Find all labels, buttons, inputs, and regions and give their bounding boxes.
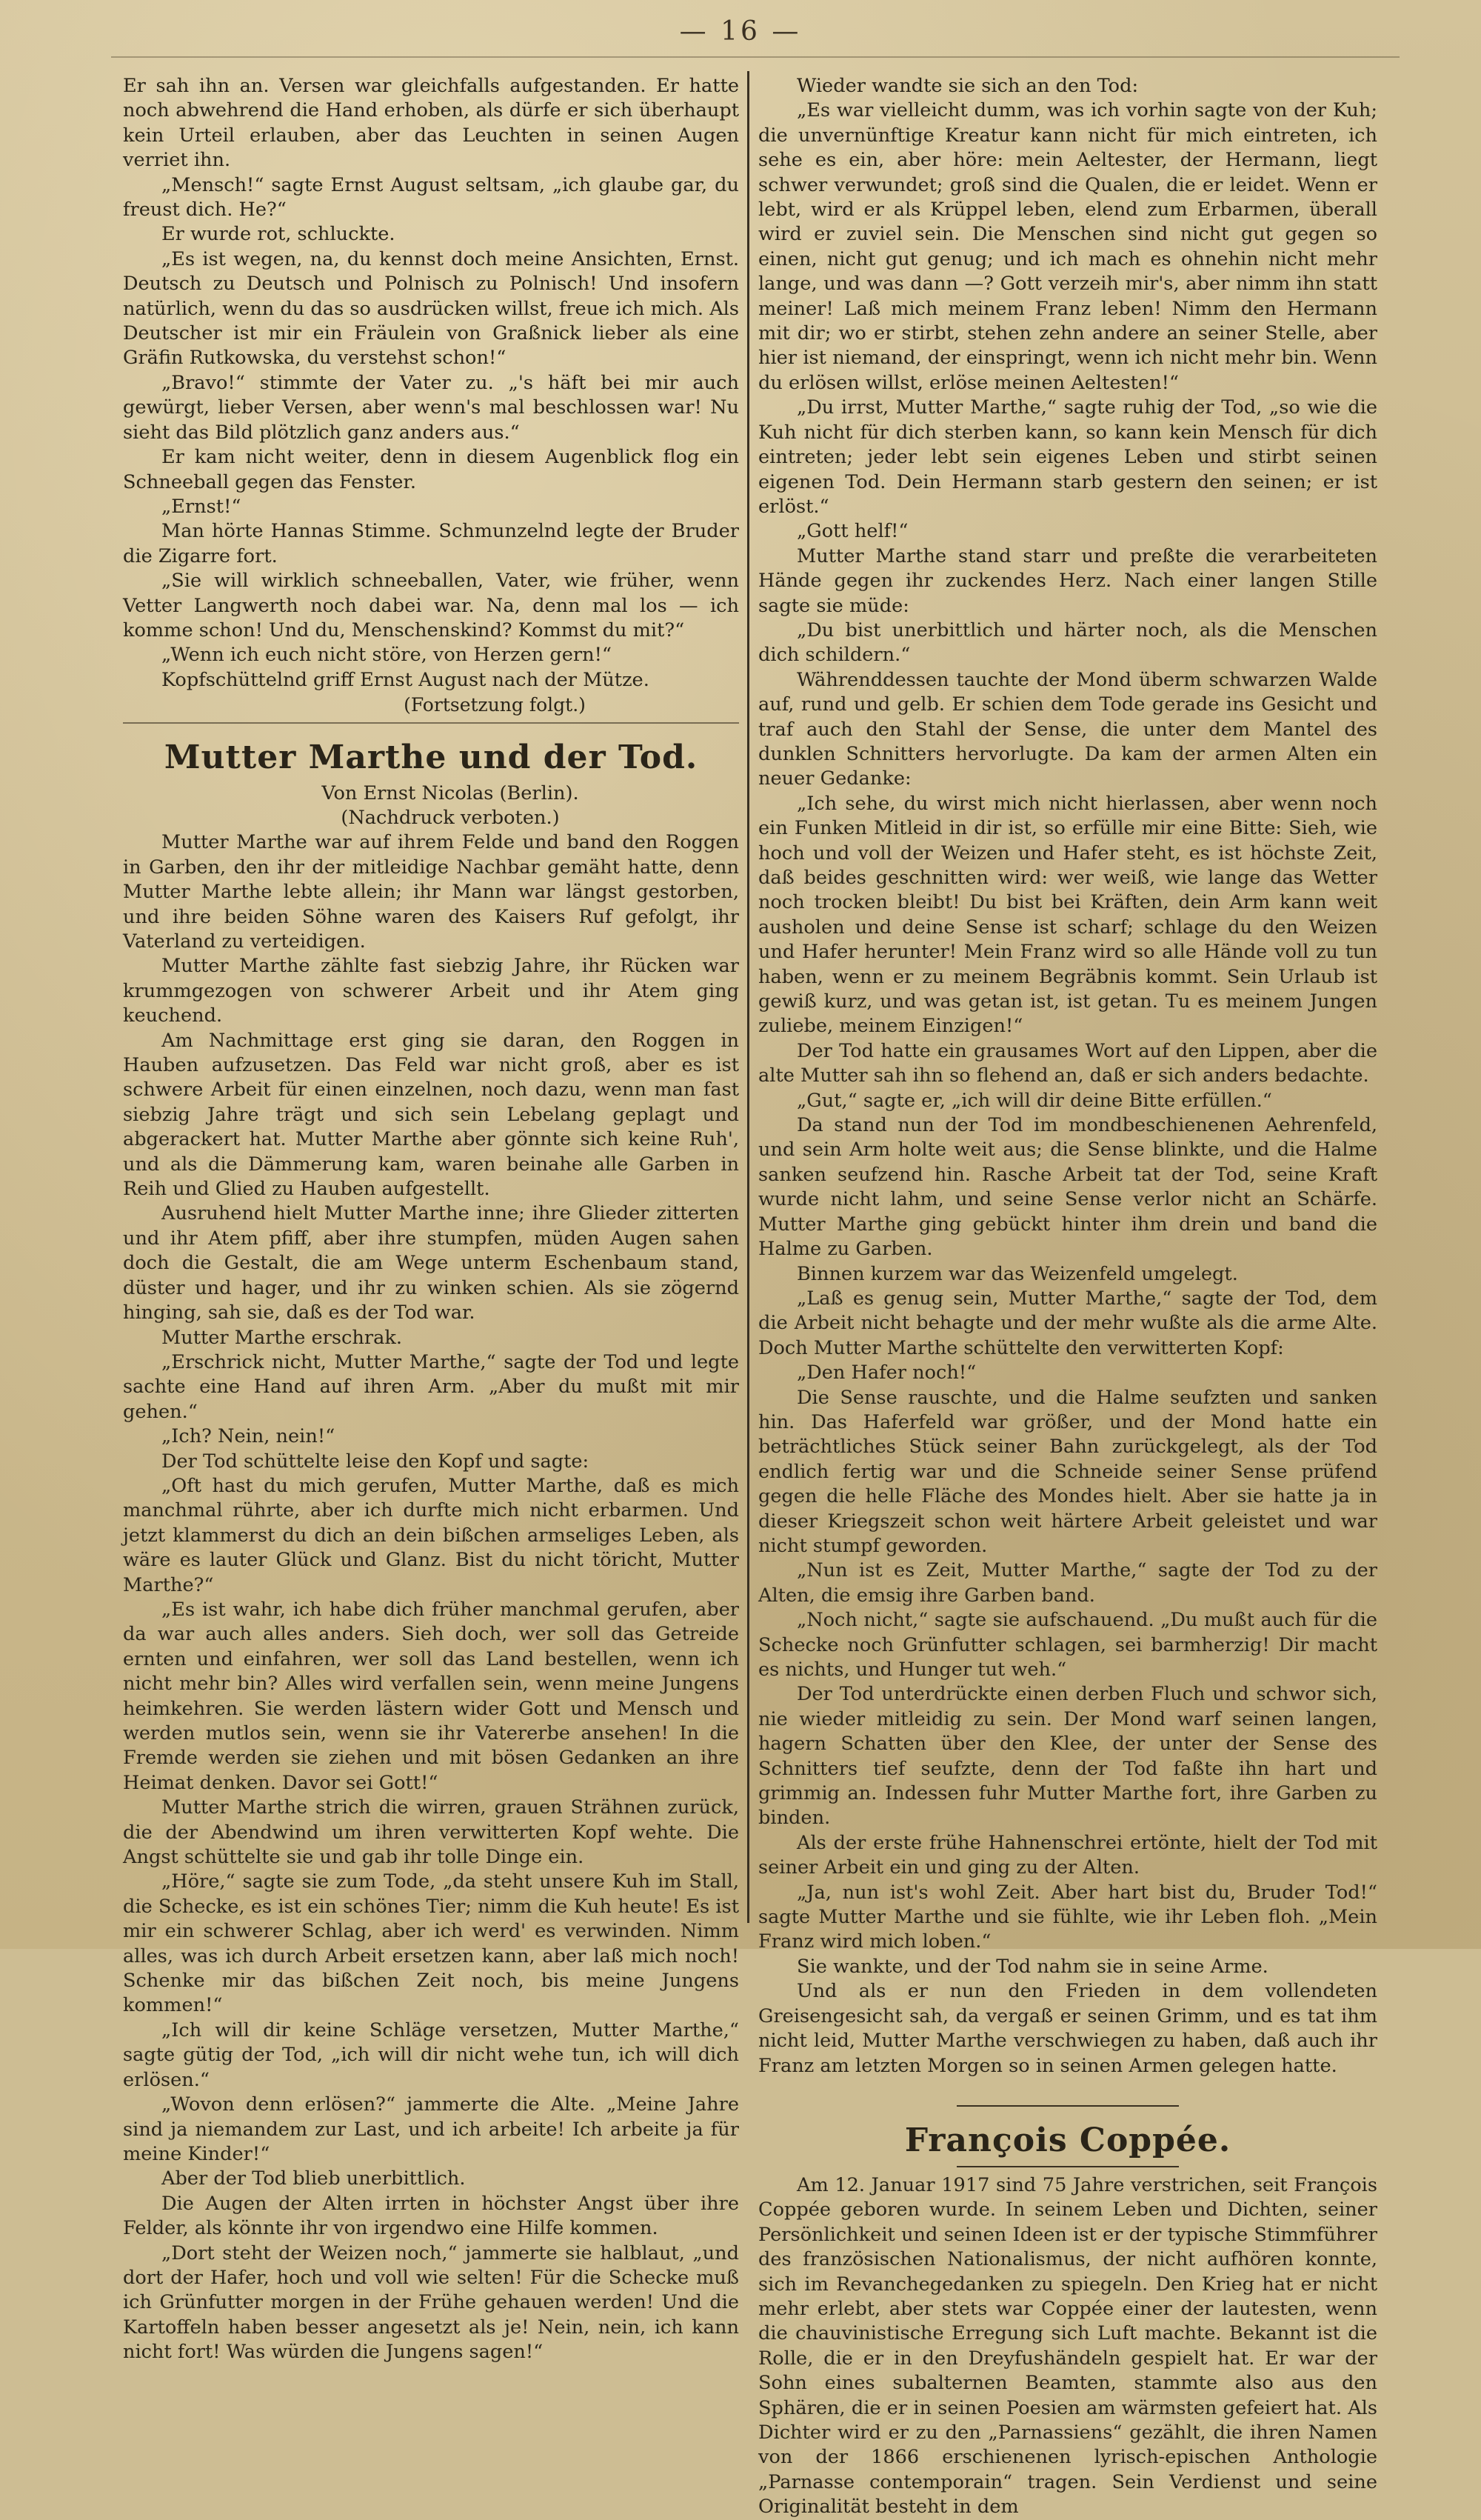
paragraph: Mutter Marthe erschrak. — [161, 1326, 402, 1349]
paragraph: „Dort steht der Weizen noch,“ jammerte sie halblaut, „und dort der Hafer, hoch und voll wie selten! Für die Schecke muß ich Grünfutter morgen in der Frühe gehauen werden! Und die Kartoffeln haben besser angesetzt als je! Nein, nein, ich kann nicht fort! Was würden die Jungens sagen!“ — [123, 2241, 739, 2364]
paragraph: „Ja, nun ist's wohl Zeit. Aber hart bist du, Bruder Tod!“ sagte Mutter Marthe und sie fühlte, wie ihr Leben floh. „Mein Franz wird mich loben.“ — [758, 1881, 1377, 1953]
paragraph: Als der erste frühe Hahnenschrei ertönte, hielt der Tod mit seiner Arbeit ein und ging zu der Alten. — [758, 1831, 1377, 1879]
paragraph: „Es ist wegen, na, du kennst doch meine Ansichten, Ernst. Deutsch zu Deutsch und Polnisch zu Polnisch! Und insofern natürlich, wenn du das so ausdrücken willst, freue ich mich. Als Deutscher ist mir ein Fräulein von Graßnick lieber als eine Gräfin Rutkowska, du verstehst schon!“ — [123, 247, 739, 370]
paragraph: Und als er nun den Frieden in dem vollendeten Greisengesicht sah, da vergaß er seinen Grimm, und es tat ihm nicht leid, Mutter Marthe verschwiegen zu haben, daß auch ihr Franz am letzten Morgen so in seinen Armen gelegen hatte. — [758, 1980, 1377, 2077]
paragraph: „Bravo!“ stimmte der Vater zu. „'s häft bei mir auch gewürgt, lieber Versen, aber wenn's mal beschlossen war! Nu sieht das Bild plötzlich ganz anders aus.“ — [123, 371, 739, 444]
paragraph: Er wurde rot, schluckte. — [161, 223, 395, 246]
paragraph: „Erschrick nicht, Mutter Marthe,“ sagte der Tod und legte sachte eine Hand auf ihren Arm. „Aber du mußt mit mir gehen.“ — [123, 1350, 739, 1423]
paragraph: „Wenn ich euch nicht störe, von Herzen gern!“ — [161, 644, 612, 667]
title-underline — [957, 2166, 1179, 2167]
paragraph: Mutter Marthe stand starr und preßte die verarbeiteten Hände gegen ihr zuckendes Herz. Nach einer langen Stille sagte sie müde: — [758, 544, 1377, 617]
serial-continuation-text — [123, 74, 739, 718]
paragraph: Am Nachmittage erst ging sie daran, den Roggen in Hauben aufzusetzen. Das Feld war nicht groß, aber es ist schwere Arbeit für einen einzelnen, noch dazu, wenn man fast siebzig Jahre trägt und sich sein Lebelang geplagt und abgerackert hat. Mutter Marthe aber gönnte sich keine Ruh', und als die Dämmerung kam, waren beinahe alle Garben in Reih und Glied zu Hauben aufgestellt. — [123, 1029, 739, 1201]
story-text — [123, 830, 739, 2364]
paragraph: „Mensch!“ sagte Ernst August seltsam, „ich glaube gar, du freust dich. He?“ — [123, 173, 739, 221]
paragraph: Der Tod hatte ein grausames Wort auf den Lippen, aber die alte Mutter sah ihn so flehend an, daß er sich anders bedachte. — [758, 1039, 1377, 1087]
paragraph: „Ich? Nein, nein!“ — [161, 1425, 335, 1448]
paragraph: „Ich will dir keine Schläge versetzen, Mutter Marthe,“ sagte gütig der Tod, „ich will dir nicht wehe tun, ich will dich erlösen.“ — [123, 2019, 739, 2091]
paragraph: „Den Hafer noch!“ — [797, 1361, 977, 1384]
story-byline: Von Ernst Nicolas (Berlin). — [321, 781, 579, 804]
story-text-continued — [758, 74, 1377, 2079]
section-separator — [123, 722, 739, 724]
paragraph: Mutter Marthe strich die wirren, grauen Strähnen zurück, die der Abendwind um ihren verwitterten Kopf wehte. Die Angst schüttelte sie und gab ihr tolle Dinge ein. — [123, 1796, 739, 1869]
paragraph: Aber der Tod blieb unerbittlich. — [161, 2167, 466, 2190]
paragraph: „Gott helf!“ — [797, 520, 909, 543]
section-ornament-rule — [957, 2105, 1179, 2107]
story-title: Mutter Marthe und der Tod. — [164, 738, 698, 776]
coppee-text — [758, 2173, 1377, 2520]
paragraph: „Nun ist es Zeit, Mutter Marthe,“ sagte der Tod zu der Alten, die emsig ihre Garben band. — [758, 1559, 1377, 1607]
paragraph: „Ernst!“ — [161, 495, 241, 518]
paragraph: „Sie will wirklich schneeballen, Vater, wie früher, wenn Vetter Langwerth noch dabei war. Na, denn mal los — ich komme schon! Und du, Menschenskind? Kommst du mit?“ — [123, 570, 739, 641]
paragraph: „Gut,“ sagte er, „ich will dir deine Bitte erfüllen.“ — [797, 1089, 1272, 1112]
left-column — [123, 74, 739, 2365]
paragraph: Binnen kurzem war das Weizenfeld umgelegt. — [797, 1262, 1238, 1285]
paragraph: Er kam nicht weiter, denn in diesem Augenblick flog ein Schneeball gegen das Fenster. — [123, 446, 739, 493]
paragraph: „Noch nicht,“ sagte sie aufschauend. „Du mußt auch für die Schecke noch Grünfutter schlagen, sei barmherzig! Dir macht es nichts, und Hunger tut weh.“ — [758, 1609, 1377, 1681]
paragraph: „Wovon denn erlösen?“ jammerte die Alte. „Meine Jahre sind ja niemandem zur Last, und ich arbeite! Ich arbeite ja für meine Kinder!“ — [123, 2093, 739, 2165]
paragraph: „Ich sehe, du wirst mich nicht hierlassen, aber wenn noch ein Funken Mitleid in dir ist, so erfülle mir eine Bitte: Sieh, wie hoch und voll der Weizen und Hafer steht, es ist höchste Zeit, daß beides geschnitten wird: wer weiß, wie lange das Wetter noch trocken bleibt! Du bist bei Kräften, dein Arm kann weit ausholen und deine Sense ist scharf; schlage du den Weizen und Hafer herunter! Mein Franz wird so alle Hände voll zu tun haben, wenn er zu meinem Begräbnis kommt. Sein Urlaub ist gewiß kurz, und was getan ist, ist getan. Tu es meinem Jungen zuliebe, meinem Einzigen!“ — [758, 792, 1377, 1038]
column-divider — [747, 71, 749, 1923]
paragraph: Wieder wandte sie sich an den Tod: — [797, 75, 1139, 97]
page-number: — 16 — — [679, 16, 802, 47]
coppee-title: François Coppée. — [904, 2121, 1231, 2159]
reprint-notice: (Nachdruck verboten.) — [341, 806, 560, 829]
paragraph: „Laß es genug sein, Mutter Marthe,“ sagte der Tod, dem die Arbeit nicht behagte und der mehr wußte als die arme Alte. Doch Mutter Marthe schüttelte den verwitterten Kopf: — [758, 1287, 1377, 1359]
paragraph: Kopfschüttelnd griff Ernst August nach der Mütze. — [161, 668, 649, 691]
paragraph: „Oft hast du mich gerufen, Mutter Marthe, daß es mich manchmal rührte, aber ich durfte mich nicht erbarmen. Und jetzt klammerst du dich an dein bißchen armseliges Leben, als wäre es lauter Glück und Glanz. Bist du nicht töricht, Mutter Marthe?“ — [123, 1474, 739, 1596]
paragraph: Da stand nun der Tod im mondbeschienenen Aehrenfeld, und sein Arm holte weit aus; die Sense blinkte, und die Halme sanken seufzend hin. Rasche Arbeit tat der Tod, seine Kraft wurde nicht lahm, und seine Sense verlor nicht an Schärfe. Mutter Marthe ging gebückt hinter ihm drein und band die Halme zu Garben. — [758, 1114, 1377, 1261]
paragraph: „Es ist wahr, ich habe dich früher manchmal gerufen, aber da war auch alles anders. Sieh doch, wer soll das Getreide ernten und einfahren, wer soll das Land bestellen, wenn ich nicht mehr bin? Alles wird verfallen sein, wenn meine Jungens heimkehren. Sie werden lästern wider Gott und Mensch und werden mutlos sein, wenn sie ihr Vatererbe ansehen! In die Fremde werden sie ziehen und mit bösen Gedanken an ihre Heimat denken. Davor sei Gott!“ — [123, 1598, 739, 1794]
right-column — [758, 74, 1377, 2520]
paragraph: Am 12. Januar 1917 sind 75 Jahre verstrichen, seit François Coppée geboren wurde. In seinem Leben und Dichten, seiner Persönlichkeit und seinen Ideen ist er der typische Stimmführer des französischen Nationalismus, der nicht aufhören konnte, sich im Revanchegedanken zu spiegeln. Den Krieg hat er nicht mehr erlebt, aber stets war Coppée einer der lautesten, wenn die chauvinistische Erregung sich Luft machte. Bekannt ist die Rolle, die er in den Dreyfushändeln gespielt hat. Er war der Sohn eines subalternen Beamten, stammte also aus den Sphären, die er in seinen Poesien am wärmsten gefeiert hat. Als Dichter wird er zu den „Parnassiens“ gezählt, die ihren Namen von der 1866 erschienenen lyrisch-epischen Anthologie „Parnasse contemporain“ tragen. Sein Verdienst und seine Originalität besteht in dem — [758, 2173, 1377, 2519]
paragraph: Sie wankte, und der Tod nahm sie in seine Arme. — [797, 1955, 1268, 1978]
continuation-note: (Fortsetzung folgt.) — [404, 694, 586, 716]
paragraph: Der Tod schüttelte leise den Kopf und sagte: — [161, 1450, 589, 1473]
paragraph: „Höre,“ sagte sie zum Tode, „da steht unsere Kuh im Stall, die Schecke, es ist ein schönes Tier; nimm die Kuh heute! Es ist mir ein schwerer Schlag, aber ich werd' es verwinden. Nimm alles, was ich durch Arbeit ersetzen kann, aber laß mich noch! Schenke mir das bißchen Zeit noch, bis meine Jungens kommen!“ — [123, 1870, 739, 2017]
paragraph: „Du bist unerbittlich und härter noch, als die Menschen dich schildern.“ — [758, 619, 1377, 667]
paragraph: Man hörte Hannas Stimme. Schmunzelnd legte der Bruder die Zigarre fort. — [123, 520, 739, 567]
paragraph: Währenddessen tauchte der Mond überm schwarzen Walde auf, rund und gelb. Er schien dem Tode gerade ins Gesicht und traf auch den Stahl der Sense, die unter dem Mantel des dunklen Schnitters hervorlugte. Da kam der armen Alten ein neuer Gedanke: — [758, 668, 1377, 790]
header-rule — [111, 56, 1400, 58]
paragraph: Mutter Marthe war auf ihrem Felde und band den Roggen in Garben, den ihr der mitleidige Nachbar gemäht hatte, denn Mutter Marthe lebte allein; ihr Mann war längst gestorben, und ihre beiden Söhne waren des Kaisers Ruf gefolgt, ihr Vaterland zu verteidigen. — [123, 831, 739, 953]
paragraph: Ausruhend hielt Mutter Marthe inne; ihre Glieder zitterten und ihr Atem pfiff, aber ihre stumpfen, müden Augen sahen doch die Gestalt, die am Wege unterm Eschenbaum stand, düster und hager, und ihr zu winken schien. Als sie zögernd hinging, sah sie, daß es der Tod war. — [123, 1202, 739, 1324]
paragraph: „Du irrst, Mutter Marthe,“ sagte ruhig der Tod, „so wie die Kuh nicht für dich sterben kann, so kann kein Mensch für dich eintreten; jeder lebt sein eigenes Leben und stirbt seinen eigenen Tod. Dein Hermann starb gestern den seinen; er ist erlöst.“ — [758, 396, 1377, 518]
paragraph: Er sah ihn an. Versen war gleichfalls aufgestanden. Er hatte noch abwehrend die Hand erhoben, als dürfe er sich überhaupt kein Urteil erlauben, aber das Leuchten in seinen Augen verriet ihn. — [123, 75, 739, 172]
paragraph: „Es war vielleicht dumm, was ich vorhin sagte von der Kuh; die unvernünftige Kreatur kann nicht für mich eintreten, ich sehe es ein, aber höre: mein Aeltester, der Hermann, liegt schwer verwundet; groß sind die Qualen, die er leidet. Wenn er lebt, wird er als Krüppel leben, elend zum Erbarmen, überall wird er zuviel sein. Die Menschen sind nicht gut gegen so einen, nicht gut genug; und ich mach es ohnehin nicht mehr lange, und was dann —? Gott verzeih mir's, aber nimm ihn statt meiner! Laß mich meinem Franz leben! Nimm den Hermann mit dir; wo er stirbt, stehen zehn andere an seiner Stelle, aber hier ist niemand, der einspringt, wenn ich nicht mehr bin. Wenn du erlösen willst, erlöse meinen Aeltesten!“ — [758, 99, 1377, 394]
paragraph: Der Tod unterdrückte einen derben Fluch und schwor sich, nie wieder mitleidig zu sein. Der Mond warf seinen langen, hagern Schatten über den Klee, der unter der Sense des Schnitters tief seufzte, denn der Tod faßte ihn hart und grimmig an. Indessen fuhr Mutter Marthe fort, ihre Garben zu binden. — [758, 1683, 1377, 1830]
paragraph: Mutter Marthe zählte fast siebzig Jahre, ihr Rücken war krummgezogen von schwerer Arbeit und ihr Atem ging keuchend. — [123, 955, 739, 1027]
paragraph: Die Sense rauschte, und die Halme seufzten und sanken hin. Das Haferfeld war größer, und der Mond hatte ein beträchtliches Stück seiner Bahn zurückgelegt, als der Tod endlich fertig war und die Schneide seiner Sense prüfend gegen die helle Fläche des Mondes hielt. Aber sie hatte ja in dieser Kriegszeit schon weit härtere Arbeit geleistet und war nicht stumpf geworden. — [758, 1386, 1377, 1557]
paragraph: Die Augen der Alten irrten in höchster Angst über ihre Felder, als könnte ihr von irgendwo eine Hilfe kommen. — [123, 2192, 739, 2240]
